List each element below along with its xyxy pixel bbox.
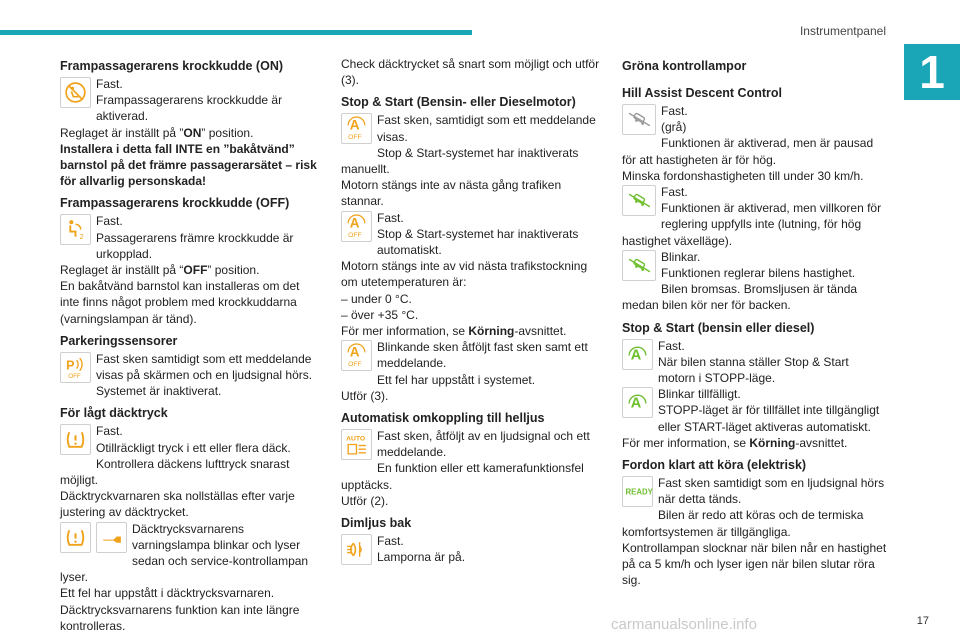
stop-start-green-icon [622,339,653,370]
svg-text:OFF: OFF [68,372,81,380]
passenger-airbag-icon [60,214,91,245]
svg-text:A: A [349,117,360,133]
warning-text: Installera i detta fall INTE en ”bakåtvänd” barnstol på det främre passagerarsätet – risk för allvarlig personskada! [60,141,317,189]
svg-text:OFF: OFF [348,361,362,369]
section-title: Instrumentpanel [799,24,886,38]
hill-descent-green-icon [622,250,656,281]
entry-stop-start-green-blinking: A Blinkar tillfälligt. STOPP-läget är för tillfället inte tillgängligt eller START-läget aktiveras automatiskt. [622,386,888,435]
svg-text:P: P [66,358,75,373]
heading-airbag-off: Frampassagerarens krockkudde (OFF) [60,196,290,211]
entry-hill-descent-blinking: Blinkar. Funktionen reglerar bilens hastighet. [622,249,888,281]
hill-descent-grey-icon [622,104,656,135]
entry-parking-sensors: P OFF Fast sken samtidigt som ett meddelande visas på skärmen och en ljudsignal hörs. [60,351,322,383]
header-accent-bar [0,30,472,35]
column-3: Gröna kontrollampor Hill Assist Descent Control Fast. (grå) Funktionen är aktiverad, men är pausad för att hastigheten är för hög. Minska fordonshastigheten till under 30 km/h. Fast. Funktionen är aktiverad, men villkoren för reglering uppfylls inte (lutning, för hög hastighet växelläge). Blinkar. Funktionen reglerar bilens hastighet. Bilen bromsas. Bromsljusen är tända medan bilen kör ner för backen. Stop & Start (bensin eller diesel) A Fast. När bilen stanna ställer Stop & Start motorn i STOPP-läge. A Blinkar tillfälligt. STOPP-läget är för tillfället inte tillgängligt eller START-läget aktiveras automatiskt. För mer information, se Körning-avsnittet. Fordon klart att köra (elektrisk) READY Fast sken samtidigt som en ljudsignal hörs när detta tänds. Bilen är redo att köras och de termiska komfortsystemen är tillgängliga. Kontrollampan slocknar när bilen når en hastighet på ca 5 km/h och lyser igen när bilen slutar röra sig. [622,59,887,588]
stop-start-green-icon [622,387,653,418]
heading-stop-start-green: Stop & Start (bensin eller diesel) [622,320,815,335]
heading-stop-start: Stop & Start (Bensin- eller Dieselmotor) [341,95,576,110]
svg-text:A: A [349,215,360,231]
stop-start-off-icon [341,113,372,144]
svg-text:OFF: OFF [348,134,362,142]
entry-airbag-off: 2 Fast. Passagerarens främre krockkudde är urkopplad. [60,213,322,262]
entry-airbag-on: Fast. Frampassagerarens krockkudde är aktiverad. [60,76,322,125]
stop-start-off-icon [341,211,372,242]
chapter-badge: 1 [904,44,960,100]
parking-sensor-off-icon [60,352,91,383]
svg-text:A: A [630,347,642,364]
heading-green-lamps: Gröna kontrollampor [622,59,747,73]
tyre-pressure-icon [60,522,91,553]
ready-icon [622,476,653,507]
entry-hill-descent-grey: Fast. (grå) [622,103,888,135]
wrench-icon [96,522,127,553]
svg-text:A: A [349,344,360,360]
entry-low-tyre-pressure: Fast. Otillräckligt tryck i ett eller flera däck. [60,423,322,455]
column-1: Frampassagerarens krockkudde (ON) Fast. Frampassagerarens krockkudde är aktiverad. Reglaget är inställt på ”ON” position. Installera i detta fall INTE en ”bakåtvänd” barnstol på det främre passagerarsätet – risk för allvarlig personskada! Frampassagerarens krockkudde (OFF) 2 Fast. Passagerarens främre krockkudde är urkopplad. Reglaget är inställt på “OFF” position. En bakåtvänd barnstol kan installeras om det inte finns något problem med krockkuddarna (varningslampan är tänd). Parkeringssensorer P OFF Fast sken samtidigt som ett meddelande visas på skärmen och en ljudsignal hörs. Systemet är inaktiverat. För lågt däcktryck Fast. Otillräckligt tryck i ett eller flera däck. Kontrollera däckens lufttryck snarast möjligt. Däcktryckvarnaren ska nollställas efter varje justering av däcktrycket. Däcktrycksvarnarens varningslampa blinkar och lyser sedan och service-kontrollampan lyser. Ett fel har uppstått i däcktrycksvarnaren. Däcktrycksvarnarens funktion kan inte längre kontrolleras. [60,56,322,634]
heading-ready: Fordon klart att köra (elektrisk) [622,458,807,473]
entry-stop-start-green: A Fast. När bilen stanna ställer Stop & Start motorn i STOPP-läge. [622,338,888,387]
entry-tyre-pressure-fault: Däcktrycksvarnarens varningslampa blinkar och lyser sedan och service-kontrollampan lyser. [60,521,309,585]
page-number: 17 [916,615,929,627]
heading-rear-fog: Dimljus bak [341,516,412,531]
tyre-pressure-icon [60,424,91,455]
entry-hill-descent-green: Fast. Funktionen är aktiverad, men villkoren för reglering uppfylls inte (lutning, för hög hastighet växelläge). [622,185,882,248]
entry-rear-fog: Fast. Lamporna är på. [341,533,605,565]
column-2: Check däcktrycket så snart som möjligt och utför (3). Stop & Start (Bensin- eller Dieselmotor) A OFF Fast sken, samtidigt som ett meddelande visas. Stop & Start-systemet har inaktiverats manuellt. Motorn stängs inte av nästa gång trafiken stannar. A OFF Fast. Stop & Start-systemet har inaktiverats automatiskt. Motorn stängs inte av vid nästa trafikstockning om utetemperaturen är: – under 0 °C. – över +35 °C. För mer information, se Körning-avsnittet. A OFF Blinkande sken åtföljt fast sken samt ett meddelande. Ett fel har uppstått i systemet. Utför (3). Automatisk omkoppling till helljus AUTO Fast sken, åtföljt av en ljudsignal och ett meddelande. En funktion eller ett kamerafunktionsfel upptäcks. Utför (2). Dimljus bak Fast. Lamporna är på. [341,56,605,566]
heading-low-tyre-pressure: För lågt däcktryck [60,406,168,421]
heading-hill-descent: Hill Assist Descent Control [622,86,782,100]
entry-auto-high-beam: AUTO Fast sken, åtföljt av en ljudsignal och ett meddelande. [341,428,605,460]
watermark: carmanualsonline.info [611,616,757,633]
heading-airbag-on: Frampassagerarens krockkudde (ON) [60,59,284,73]
airbag-off-icon [60,77,91,108]
svg-text:OFF: OFF [348,231,362,239]
entry-stop-start-manual: A OFF Fast sken, samtidigt som ett meddelande visas. [341,112,605,144]
stop-start-off-icon [341,340,372,371]
auto-high-beam-icon [341,429,372,460]
svg-text:A: A [630,395,642,412]
svg-text:READY: READY [625,487,653,497]
hill-descent-green-icon [622,185,656,216]
rear-fog-light-icon [341,534,372,565]
entry-stop-start-fault: A OFF Blinkande sken åtföljt fast sken samt ett meddelande. [341,339,605,371]
heading-parking-sensors: Parkeringssensorer [60,333,178,348]
heading-auto-high-beam: Automatisk omkoppling till helljus [341,411,545,426]
svg-text:AUTO: AUTO [346,435,366,443]
entry-stop-start-auto: A OFF Fast. Stop & Start-systemet har inaktiverats automatiskt. [341,210,605,259]
entry-ready: READY Fast sken samtidigt som en ljudsignal hörs när detta tänds. [622,475,888,507]
svg-text:2: 2 [79,232,84,242]
